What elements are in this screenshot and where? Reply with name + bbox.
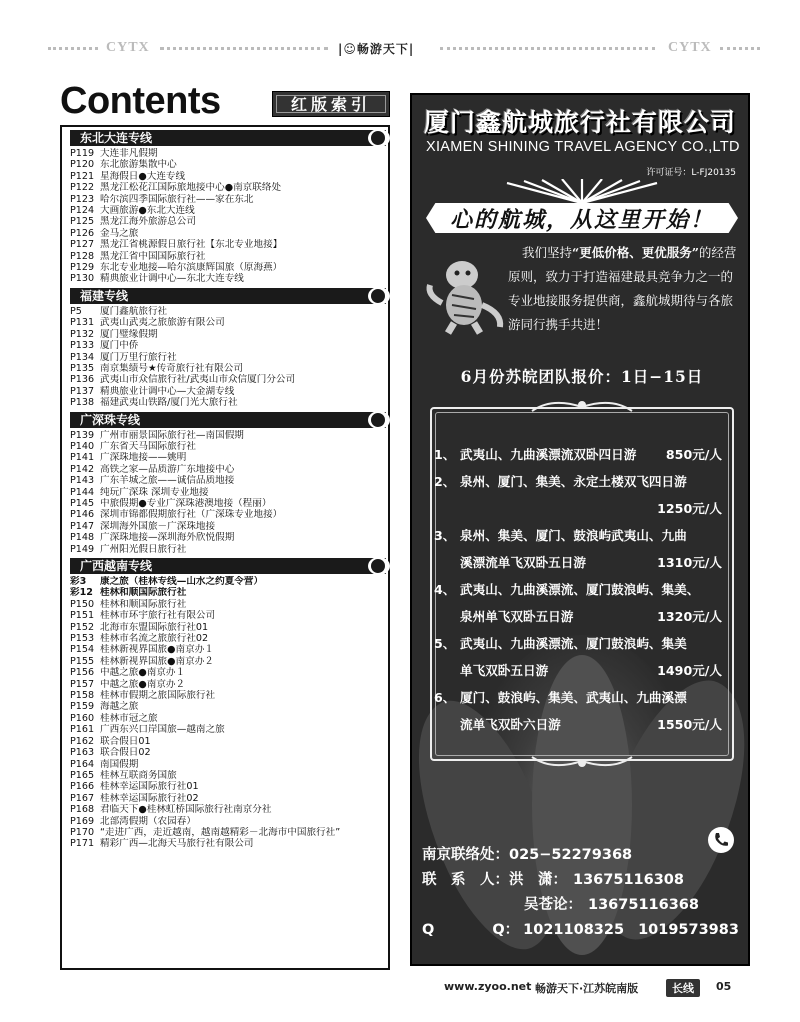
item-text: 黑龙江松花江国际旅地接中心●南京联络处	[100, 182, 282, 194]
section-heading-text: 广深珠专线	[80, 412, 141, 427]
contents-title: Contents	[60, 80, 221, 122]
contents-item[interactable]	[70, 452, 388, 463]
item-text: 武夷山市众信旅行社/武夷山市众信厦门分公司	[100, 374, 296, 386]
contents-item[interactable]	[70, 622, 388, 633]
item-text: 广西东兴口岸国旅—越南之旅	[100, 724, 225, 736]
item-page: P121	[70, 170, 95, 182]
contents-item[interactable]	[70, 576, 388, 587]
header-brand-right: CYTX	[668, 40, 712, 55]
route-index: 1、	[434, 447, 456, 462]
intro-prefix: 我们坚持	[522, 245, 573, 260]
route-text: 溪漂流单飞双卧五日游	[460, 555, 586, 570]
section-heading	[70, 412, 386, 428]
item-page: P170	[70, 826, 95, 838]
page-footer	[0, 980, 800, 998]
person2-name: 吴苍论：	[524, 897, 582, 913]
item-text: 黑龙江省中国国际旅行社	[100, 250, 206, 262]
item-text: 广州市丽景国际旅行社—南国假期	[100, 429, 244, 441]
section-heading-text: 广西越南专线	[80, 559, 153, 573]
contents-item[interactable]	[70, 159, 388, 170]
route-line	[434, 522, 732, 549]
item-page: P5	[70, 305, 82, 317]
contents-item[interactable]	[70, 228, 388, 239]
item-page: P145	[70, 497, 95, 509]
item-page: P133	[70, 340, 95, 352]
route-line	[434, 468, 732, 495]
section-heading	[70, 288, 386, 304]
route-line	[434, 603, 732, 630]
route-index: 3、	[434, 528, 456, 543]
contents-item[interactable]	[70, 194, 388, 205]
item-text: 福建武夷山铁路/厦门光大旅行社	[100, 397, 238, 409]
item-text: 黑龙江省桃源假日旅行社【东北专业地接】	[100, 239, 283, 251]
footer-tag: 长线	[666, 979, 700, 997]
item-page: P164	[70, 758, 95, 770]
contents-section	[62, 412, 388, 555]
item-text: 海越之旅	[100, 701, 139, 713]
contents-item[interactable]	[70, 667, 388, 678]
item-text: 东北专业地接—哈尔滨康辉国旅（原海燕）	[100, 262, 283, 274]
item-text: 纯玩广深珠 深圳专业地接	[100, 486, 209, 498]
item-text: 君临天下●桂林虹桥国际旅行社南京分社	[100, 804, 272, 816]
item-page: P130	[70, 273, 95, 285]
item-text: 大画旅游●东北大连线	[100, 205, 195, 217]
item-text: 星海假日●大连专线	[100, 170, 186, 182]
item-text: 东北旅游集散中心	[100, 159, 177, 171]
contents-item[interactable]	[70, 599, 388, 610]
contents-item[interactable]	[70, 679, 388, 690]
contents-item[interactable]	[70, 374, 388, 385]
item-text: 南国假期	[100, 758, 139, 770]
contents-item[interactable]	[70, 148, 388, 159]
person-label: 联 系 人：	[422, 872, 509, 888]
route-line	[434, 576, 732, 603]
contents-item[interactable]	[70, 656, 388, 667]
item-text: 广深珠地接——姚明	[100, 452, 187, 464]
item-page: P153	[70, 633, 95, 645]
ad-panel	[410, 93, 750, 966]
company-name-en: XIAMEN SHINING TRAVEL AGENCY CO.,LTD	[426, 139, 740, 155]
route-text: 武夷山、九曲溪漂流、厦门鼓浪屿、集美、	[460, 582, 700, 597]
contents-item[interactable]	[70, 352, 388, 363]
contents-item[interactable]	[70, 509, 388, 520]
contents-item[interactable]	[70, 498, 388, 509]
qq-number-2: 1019573983	[638, 922, 739, 938]
contents-item[interactable]	[70, 475, 388, 486]
section-heading	[70, 558, 386, 574]
item-text: 中越之旅●南京办１	[100, 667, 186, 679]
contents-item[interactable]	[70, 239, 388, 250]
route-price: 1320元/人	[657, 609, 722, 624]
item-page: P132	[70, 328, 95, 340]
person1-phone: 13675116308	[573, 872, 684, 888]
route-index: 4、	[434, 582, 456, 597]
office-phone: 025−52279368	[509, 847, 633, 863]
page-header	[0, 40, 800, 58]
contents-item[interactable]	[70, 363, 388, 374]
section-heading-text: 福建专线	[80, 288, 129, 303]
item-page: P142	[70, 463, 95, 475]
contact-qq-row	[422, 918, 739, 939]
item-page: P154	[70, 644, 95, 656]
item-text: 桂林市假期之旅国际旅行社	[100, 690, 216, 702]
item-text: 桂林新视界国旅●南京办２	[100, 655, 214, 667]
contact-office-row	[422, 843, 632, 864]
item-page: P169	[70, 815, 95, 827]
item-page: P129	[70, 262, 95, 274]
item-page: P127	[70, 239, 95, 251]
contents-item[interactable]	[70, 532, 388, 543]
contents-item[interactable]	[70, 464, 388, 475]
item-page: P167	[70, 792, 95, 804]
route-line	[434, 495, 732, 522]
item-text: 康之旅（桂林专线—山水之约夏令营）	[100, 576, 264, 587]
contact-person2-row	[524, 893, 699, 914]
item-text: 联合假日02	[100, 747, 151, 759]
item-text: 广州阳光假日旅行社	[100, 543, 187, 555]
contents-item[interactable]	[70, 587, 388, 598]
item-page: P150	[70, 598, 95, 610]
office-label: 南京联络处：	[422, 847, 509, 863]
contents-item[interactable]	[70, 644, 388, 655]
item-text: 厦门鑫航旅行社	[100, 305, 168, 317]
item-text: 中越之旅●南京办２	[100, 678, 186, 690]
item-page: P137	[70, 385, 95, 397]
item-text: 高铁之家—品质游广东地接中心	[100, 463, 235, 475]
item-text: 桂林幸运国际旅行社02	[100, 792, 199, 804]
license-number: 许可证号：L-FJ20135	[646, 168, 736, 178]
item-page: P128	[70, 250, 95, 262]
item-text: 大连非凡假期	[100, 148, 158, 159]
item-page: P158	[70, 690, 95, 702]
item-text: 武夷山武夷之旅旅游有限公司	[100, 317, 225, 329]
item-text: 广东省天马国际旅行社	[100, 440, 196, 452]
contents-item[interactable]	[70, 713, 388, 724]
item-page: P120	[70, 159, 95, 171]
contents-item[interactable]	[70, 544, 388, 555]
route-text: 泉州单飞双卧五日游	[460, 609, 574, 624]
phone-icon	[708, 827, 734, 853]
item-text: 广深珠地接—深圳海外欣悦假期	[100, 532, 235, 544]
contents-list	[60, 125, 390, 970]
contact-person1-row	[422, 868, 684, 889]
contents-section	[62, 558, 388, 850]
contents-item[interactable]	[70, 804, 388, 815]
item-text: 北部湾假期（农园春）	[100, 815, 196, 827]
contents-item[interactable]	[70, 816, 388, 827]
contents-item[interactable]	[70, 701, 388, 712]
red-index-label: 红版索引	[272, 91, 390, 117]
qq-number-1: 1021108325	[523, 922, 625, 938]
route-line	[434, 630, 732, 657]
route-line	[434, 657, 732, 684]
contents-item[interactable]	[70, 747, 388, 758]
route-line	[434, 441, 732, 468]
section-bullet-icon	[368, 287, 390, 305]
item-text: 南京集绩号★传奇旅行社有限公司	[100, 362, 243, 374]
item-page: P141	[70, 452, 95, 464]
item-text: 中旅假期●专业广深珠港澳地接（程丽）	[100, 497, 272, 509]
item-text: 桂林互联商务国旅	[100, 769, 177, 781]
route-text: 流单飞双卧六日游	[460, 717, 561, 732]
route-index: 6、	[434, 690, 456, 705]
item-page: P123	[70, 193, 95, 205]
item-page: P131	[70, 317, 95, 329]
header-dots-right	[440, 47, 655, 51]
contents-item[interactable]	[70, 770, 388, 781]
company-name-cn: 厦门鑫航城旅行社有限公司	[424, 108, 737, 137]
route-text: 泉州、集美、厦门、鼓浪屿武夷山、九曲	[460, 528, 687, 543]
item-text: 厦门璧缘假期	[100, 328, 158, 340]
contents-item[interactable]	[70, 329, 388, 340]
item-page: P165	[70, 769, 95, 781]
contents-item[interactable]	[70, 487, 388, 498]
item-page: P155	[70, 655, 95, 667]
item-text: 金马之旅	[100, 227, 139, 239]
tiger-mascot-icon	[422, 255, 507, 335]
item-text: 厦门万里行旅行社	[100, 351, 177, 363]
item-page: P146	[70, 509, 95, 521]
item-page: P152	[70, 621, 95, 633]
item-text: 深圳市锦都假期旅行社（广深珠专业地接）	[100, 509, 283, 521]
item-page: P125	[70, 216, 95, 228]
contents-item[interactable]	[70, 182, 388, 193]
qq-label-b: Q：	[492, 922, 520, 938]
item-page: P159	[70, 701, 95, 713]
item-text: 桂林和顺国际旅行社	[100, 587, 187, 599]
header-dots-left	[48, 47, 98, 51]
item-text: 北海市东盟国际旅行社01	[100, 621, 209, 633]
footer-edition: 畅游天下·江苏皖南版	[535, 982, 639, 995]
item-page: P148	[70, 532, 95, 544]
item-page: P119	[70, 148, 95, 159]
item-page: P144	[70, 486, 95, 498]
item-text: 精典旅业计调中心—大金湖专线	[100, 385, 235, 397]
section-bullet-icon	[368, 129, 390, 147]
item-text: 精典旅业计调中心—东北大连专线	[100, 273, 244, 285]
item-page: P138	[70, 397, 95, 409]
header-dots-right-2	[720, 47, 760, 51]
item-page: P143	[70, 475, 95, 487]
route-price: 1250元/人	[657, 501, 722, 516]
item-text: 桂林新视界国旅●南京办１	[100, 644, 214, 656]
route-text: 泉州、厦门、集美、永定土楼双飞四日游	[460, 474, 687, 489]
item-page: P171	[70, 838, 95, 850]
item-text: 深圳海外国旅－广深珠地接	[100, 520, 216, 532]
item-text: 桂林市冠之旅	[100, 712, 158, 724]
section-bullet-icon	[368, 557, 390, 575]
light-rays-icon	[502, 179, 662, 205]
page-number: 05	[716, 980, 732, 993]
contents-item[interactable]	[70, 633, 388, 644]
item-text: 桂林市环宇旅行社有限公司	[100, 610, 216, 622]
contents-item[interactable]	[70, 430, 388, 441]
item-text: 哈尔滨四季国际旅行社——家在东北	[100, 193, 254, 205]
contents-item[interactable]	[70, 610, 388, 621]
contents-item[interactable]	[70, 690, 388, 701]
item-text: 桂林幸运国际旅行社01	[100, 781, 199, 793]
contents-item[interactable]	[70, 827, 388, 838]
item-page: P139	[70, 429, 95, 441]
header-dots-left-2	[160, 47, 328, 51]
item-text: 精彩广西—北海天马旅行社有限公司	[100, 838, 254, 850]
item-page: P147	[70, 520, 95, 532]
contents-item[interactable]	[70, 317, 388, 328]
item-page: P136	[70, 374, 95, 386]
item-page: P122	[70, 182, 95, 194]
contents-item[interactable]	[70, 724, 388, 735]
intro-text	[508, 241, 744, 337]
route-index: 2、	[434, 474, 456, 489]
contents-section	[62, 288, 388, 409]
header-title: |☺畅游天下|	[338, 42, 415, 56]
item-page: 彩3	[70, 576, 87, 587]
route-line	[434, 711, 732, 738]
item-text: 厦门中侨	[100, 340, 139, 352]
route-line	[434, 684, 732, 711]
item-page: P161	[70, 724, 95, 736]
price-title: 6月份苏皖团队报价：1日−15日	[460, 367, 704, 386]
item-page: 彩12	[70, 587, 93, 599]
contents-item[interactable]	[70, 205, 388, 216]
item-page: P160	[70, 712, 95, 724]
header-brand-left: CYTX	[106, 40, 150, 55]
route-index: 5、	[434, 636, 456, 651]
slogan: 心的航城，从这里开始！	[449, 207, 714, 233]
contents-item[interactable]	[70, 273, 388, 284]
route-text: 厦门、鼓浪屿、集美、武夷山、九曲溪漂	[460, 690, 687, 705]
contents-item[interactable]	[70, 759, 388, 770]
item-page: P134	[70, 351, 95, 363]
item-text: 桂林和顺国际旅行社	[100, 598, 187, 610]
item-text: 黑龙江海外旅游总公司	[100, 216, 196, 228]
qq-label-a: Q	[422, 922, 435, 938]
route-price: 1490元/人	[657, 663, 722, 678]
intro-rest: 的经营原则，致力于打造福建最具竞争力之一的专业地接服务提供商，鑫航城期待与各旅游同行携手共进！	[508, 245, 737, 332]
item-text: “走进广西，走近越南，越南越精彩－北海市中国旅行社”	[100, 826, 341, 838]
section-heading-text: 东北大连专线	[80, 131, 153, 145]
contents-item[interactable]	[70, 838, 388, 849]
item-page: P157	[70, 678, 95, 690]
item-page: P149	[70, 543, 95, 555]
intro-quote: “更低价格、更优服务”	[572, 245, 699, 260]
footer-url[interactable]: www.zyoo.net	[444, 980, 532, 993]
contents-item[interactable]	[70, 216, 388, 227]
person1-name: 洪 潇：	[509, 872, 567, 888]
item-text: 联合假日01	[100, 735, 151, 747]
item-page: P162	[70, 735, 95, 747]
item-page: P166	[70, 781, 95, 793]
contents-item[interactable]	[70, 521, 388, 532]
route-line	[434, 549, 732, 576]
person2-phone: 13675116368	[588, 897, 699, 913]
section-bullet-icon	[368, 411, 390, 429]
item-page: P156	[70, 667, 95, 679]
contents-item[interactable]	[70, 386, 388, 397]
contents-item[interactable]	[70, 340, 388, 351]
item-page: P126	[70, 227, 95, 239]
item-page: P124	[70, 205, 95, 217]
contents-item[interactable]	[70, 793, 388, 804]
section-heading	[70, 130, 386, 146]
route-text: 武夷山、九曲溪漂流双卧四日游	[460, 447, 637, 462]
contents-item[interactable]	[70, 441, 388, 452]
route-price-list	[434, 441, 732, 738]
item-page: P140	[70, 440, 95, 452]
route-text: 武夷山、九曲溪漂流、厦门鼓浪屿、集美	[460, 636, 687, 651]
item-page: P168	[70, 804, 95, 816]
item-page: P135	[70, 362, 95, 374]
contents-item[interactable]	[70, 262, 388, 273]
item-text: 广东羊城之旅——诚信品质地接	[100, 475, 235, 487]
contents-item[interactable]	[70, 781, 388, 792]
route-text: 单飞双卧五日游	[460, 663, 549, 678]
route-price: 850元/人	[665, 447, 722, 462]
contents-item[interactable]	[70, 251, 388, 262]
contents-item[interactable]	[70, 397, 388, 408]
route-price: 1550元/人	[657, 717, 722, 732]
frame-ornament-bottom-icon	[522, 751, 642, 771]
item-text: 桂林市名流之旅旅行社02	[100, 633, 209, 645]
contents-section	[62, 130, 388, 285]
item-page: P163	[70, 747, 95, 759]
contents-item[interactable]	[70, 306, 388, 317]
contents-item[interactable]	[70, 171, 388, 182]
item-page: P151	[70, 610, 95, 622]
route-price: 1310元/人	[657, 555, 722, 570]
contents-item[interactable]	[70, 736, 388, 747]
